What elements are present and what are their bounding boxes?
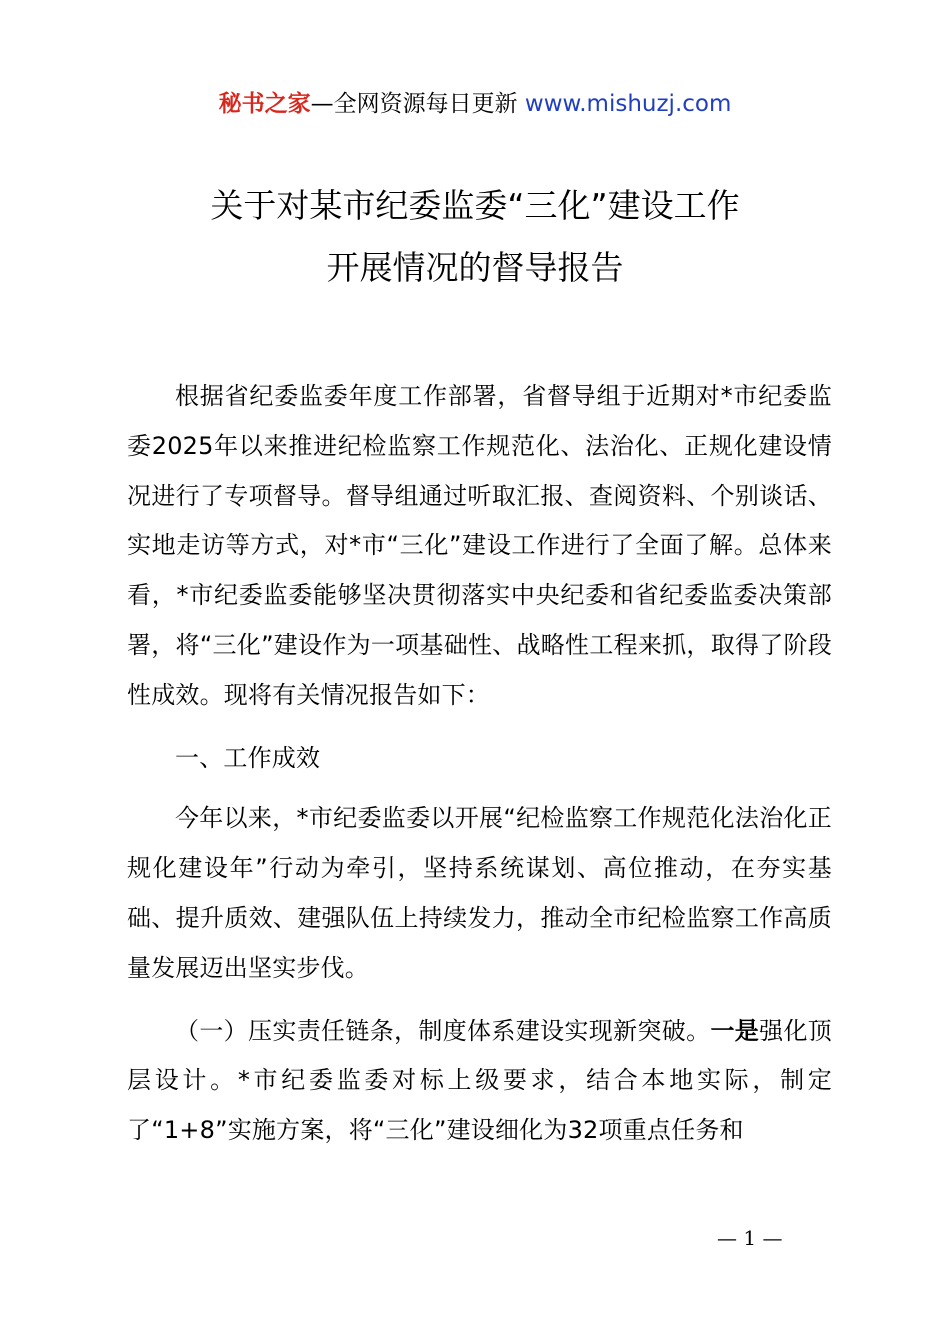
- document-title: [0, 184, 950, 290]
- header-tagline: —全网资源每日更新: [310, 91, 518, 117]
- document-body: [127, 372, 832, 1156]
- site-url-link[interactable]: www.mishuzj.com: [524, 91, 732, 117]
- intro-paragraph: 根据省纪委监委年度工作部署，省督导组于近期对*市纪委监委2025年以来推进纪检监察工作规范化、法治化、正规化建设情况进行了专项督导。督导组通过听取汇报、查阅资料、个别谈话、实地走访等方式，对*市“三化”建设工作进行了全面了解。总体来看，*市纪委监委能够坚决贯彻落实中央纪委和省纪委监委决策部署，将“三化”建设作为一项基础性、战略性工程来抓，取得了阶段性成效。现将有关情况报告如下：: [127, 382, 832, 709]
- subsection-text: 强化顶层设计。*市纪委监委对标上级要求，结合本地实际，制定了“1+8”实施方案，将“三化”建设细化为32项重点任务和: [127, 1016, 833, 1145]
- bold-marker-first: 一是: [710, 1016, 760, 1045]
- subsection-heading: （一）压实责任链条，制度体系建设实现新突破。: [175, 1016, 711, 1045]
- subsection-paragraph-1: [127, 1007, 832, 1156]
- title-line-1: 关于对某市纪委监委“三化”建设工作: [210, 186, 740, 225]
- section-heading-achievements: 一、工作成效: [175, 743, 321, 772]
- title-line-2: 开展情况的督导报告: [326, 248, 624, 287]
- brand-name: 秘书之家: [218, 91, 311, 117]
- page-number: — 1 —: [717, 1226, 783, 1250]
- site-header: [0, 86, 950, 122]
- achievements-paragraph: 今年以来，*市纪委监委以开展“纪检监察工作规范化法治化正规化建设年”行动为牵引，坚持系统谋划、高位推动，在夯实基础、提升质效、建强队伍上持续发力，推动全市纪检监察工作高质量发展迈出坚实步伐。: [127, 804, 832, 982]
